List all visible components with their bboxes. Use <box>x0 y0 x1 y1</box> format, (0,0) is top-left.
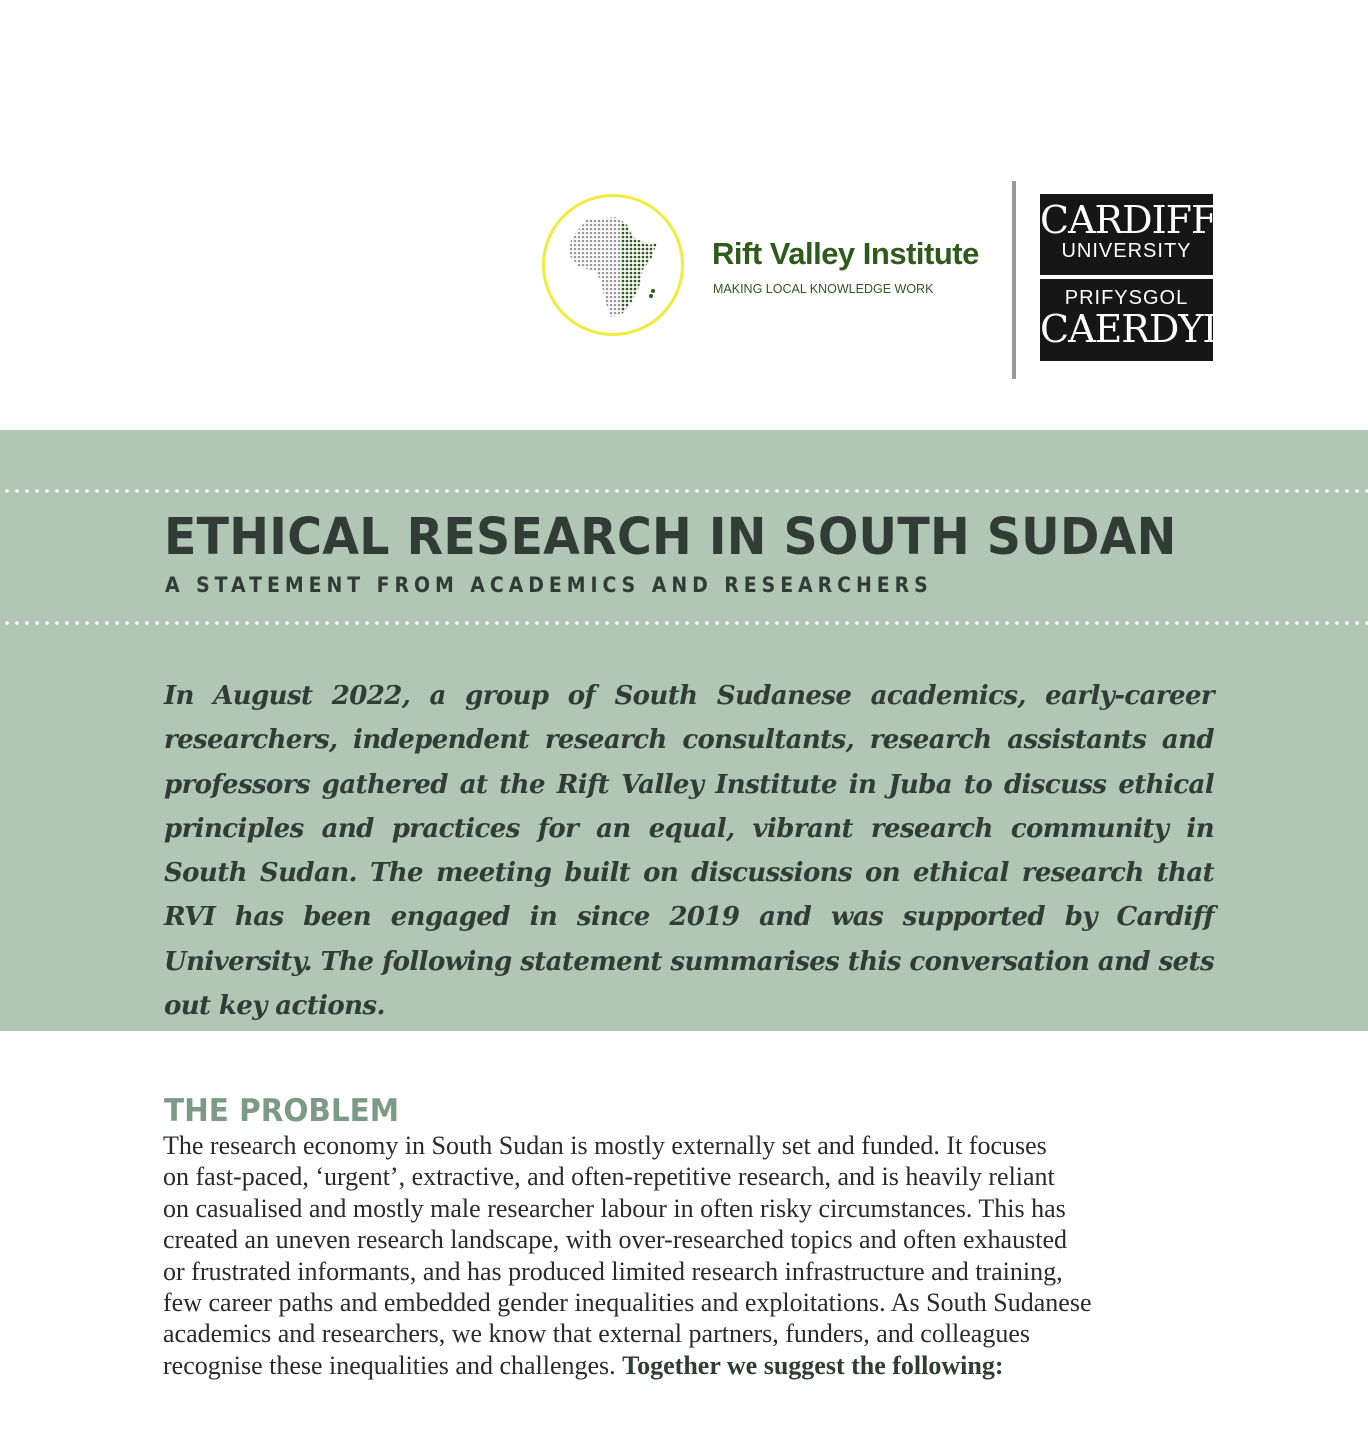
rvi-logo-mark <box>542 194 684 336</box>
page-title: ETHICAL RESEARCH IN SOUTH SUDAN <box>164 508 1177 567</box>
cardiff-logo-welsh <box>1040 279 1262 361</box>
rvi-name: Rift Valley Institute <box>712 236 979 271</box>
section-heading-problem: THE PROBLEM <box>164 1093 400 1129</box>
africa-map-icon <box>565 215 665 321</box>
caerdydd-wordmark: CAERDYDD <box>1040 307 1262 351</box>
header-band <box>0 430 1368 1031</box>
cardiff-wordmark: CARDIFF <box>1040 198 1217 242</box>
paragraph-line: or frustrated informants, and has produced limited research infrastructure and training, <box>163 1256 1063 1286</box>
cardiff-logo-english <box>1040 194 1217 275</box>
paragraph-line: on fast-paced, ‘urgent’, extractive, and often-repetitive research, and is heavily reliant <box>163 1162 1055 1192</box>
paragraph-line: academics and researchers, we know that external partners, funders, and colleagues <box>163 1319 1031 1349</box>
prifysgol-label: PRIFYSGOL <box>1064 287 1189 309</box>
problem-paragraph <box>163 1130 1223 1381</box>
emphasis-text: Together we suggest the following: <box>622 1350 1004 1380</box>
paragraph-line-last <box>163 1350 1223 1381</box>
dotted-rule <box>0 489 1368 493</box>
cardiff-university-label: UNIVERSITY <box>1061 240 1192 262</box>
intro-paragraph: In August 2022, a group of South Sudanese academics, early-career researchers, independent research consultants, research assistants and professors gathered at the Rift Valley Institute in Juba to discuss ethical principles and practices for an equal, vibrant research community in South Sudan. The meeting built on discussions on ethical research that RVI has been engaged in since 2019 and was supported by Cardiff University. The following statement summarises this conversation and sets out key actions. <box>164 681 1214 1022</box>
paragraph-line: The research economy in South Sudan is mostly externally set and funded. It focuses <box>163 1131 1047 1160</box>
logo-divider <box>1012 181 1016 379</box>
dotted-rule <box>0 621 1368 625</box>
paragraph-line: on casualised and mostly male researcher labour in often risky circumstances. This has <box>163 1193 1066 1223</box>
rvi-tagline: MAKING LOCAL KNOWLEDGE WORK <box>713 282 934 296</box>
paragraph-line: created an uneven research landscape, with over-researched topics and often exhausted <box>163 1225 1067 1255</box>
paragraph-line: few career paths and embedded gender inequalities and exploitations. As South Sudanese <box>163 1288 1092 1318</box>
page-subtitle: A STATEMENT FROM ACADEMICS AND RESEARCHERS <box>165 573 933 597</box>
paragraph-text: recognise these inequalities and challenges. <box>163 1350 616 1380</box>
